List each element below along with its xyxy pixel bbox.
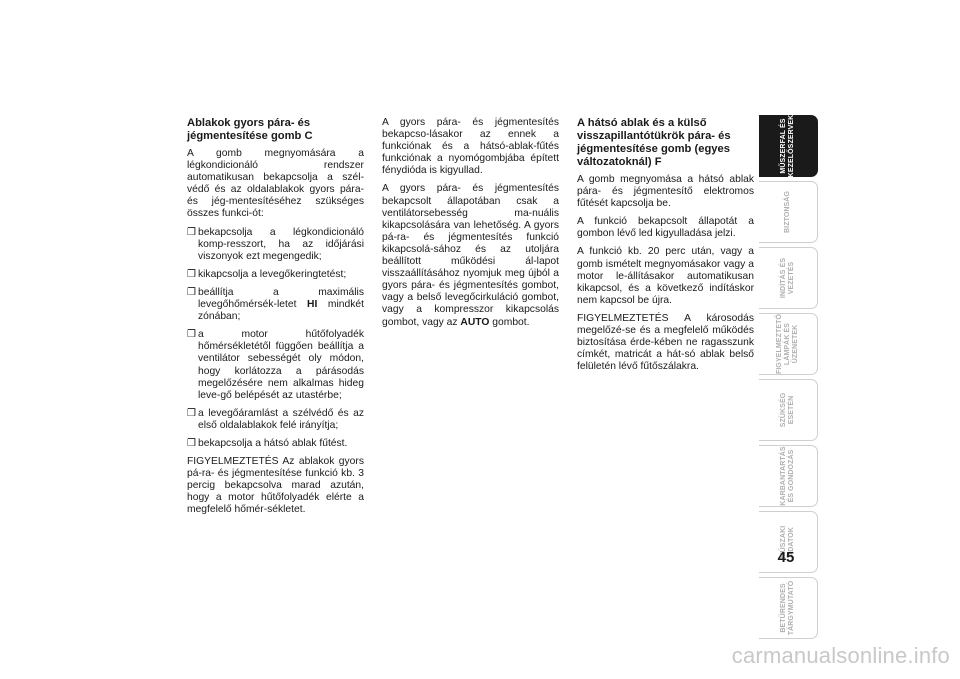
bullet-list <box>187 227 364 451</box>
chapter-tab-label: KARBANTARTÁS ÉS GONDOZÁS <box>780 446 795 506</box>
bullet-item <box>187 329 364 402</box>
checkbox-bullet-icon: ❒ <box>187 226 196 238</box>
checkbox-bullet-icon: ❒ <box>187 286 196 298</box>
paragraph-rear-3: A funkció kb. 20 perc után, vagy a gomb ismételt megnyomásakor vagy a motor le-állításakor automatikusan kikapcsol, és a következő indításkor nem kapcsol be újra. <box>577 246 754 306</box>
watermark: carmanualsonline.info <box>731 643 950 668</box>
checkbox-bullet-icon: ❒ <box>187 407 196 419</box>
bullet-text: bekapcsolja a légkondicionáló komp-resszort, ha az időjárási viszonyok ezt megengedik; <box>198 226 364 262</box>
bullet-item <box>187 287 364 323</box>
paragraph-led-info: A gyors pára- és jégmentesítés bekapcso-lásakor az ennek a funkciónak és a hátsó-ablak-fűtés funkciónak a nyomógombjába épített fénydióda is kigyullad. <box>382 117 559 177</box>
chapter-tab-label: MŰSZERFAL ÉS KEZELŐSZERVEK <box>780 114 795 178</box>
chapter-tab-label: BIZTONSÁG <box>784 191 791 233</box>
chapter-tab-label: BETŰRENDES TÁRGYMUTATÓ <box>780 580 795 636</box>
checkbox-bullet-icon: ❒ <box>187 268 196 280</box>
paragraph-deactivation: A gyors pára- és jégmentesítés bekapcsolt állapotában csak a ventilátorsebesség ma-nuális kikapcsolására van lehetőség. A gyors pá-ra- és jégmentesítés funkció kikapcsolá-sához és az utoljára beállított működési ál-lapot visszaállításához nyomjuk meg újból a gyors pára- és jégmentesítés gombot, vagy a belső levegőcirkuláció gombot, vagy a kompresszor kikapcsolás gombot, vagy az AUTO gombot. <box>382 183 559 328</box>
bullet-item <box>187 227 364 263</box>
section-heading-quick-defrost: Ablakok gyors pára- és jégmentesítése gomb C <box>187 117 313 142</box>
chapter-tab[interactable] <box>759 577 818 639</box>
checkbox-bullet-icon: ❒ <box>187 329 196 341</box>
warning-paragraph: FIGYELMEZTETÉS Az ablakok gyors pá-ra- és jégmentesítése funkció kb. 3 percig bekapcsolva marad azután, hogy a motor hűtőfolyadék elérte a megfelelő hőmér-sékletet. <box>187 456 364 516</box>
bullet-text: bekapcsolja a hátsó ablak fűtést. <box>198 437 348 449</box>
auto-button-label: AUTO <box>460 316 490 328</box>
bullet-text: beállítja a maximális levegőhőmérsék-letet HI mindkét zónában; <box>198 286 364 323</box>
chapter-tab-label: INDÍTÁS ÉS VEZETÉS <box>780 257 795 299</box>
chapter-tab[interactable] <box>759 115 818 177</box>
column-right <box>577 117 754 379</box>
chapter-tab-label: SZÜKSÉG ESETÉN <box>780 392 795 428</box>
chapter-tab[interactable] <box>759 247 818 309</box>
chapter-tab[interactable] <box>759 445 818 507</box>
bullet-text: a motor hűtőfolyadék hőmérsékletétől függően beállítja a ventilátor sebességét oly módon, hogy korlátozza a párásodás megelőzésére nem alkalmas hideg leve-gő belépését az utastérbe; <box>198 329 364 401</box>
bullet-text: kikapcsolja a levegőkeringtetést; <box>198 268 347 280</box>
column-left <box>187 117 364 523</box>
bullet-item <box>187 269 364 281</box>
bullet-text: a levegőáramlást a szélvédő és az első oldalablakok felé irányítja; <box>198 407 364 431</box>
chapter-tab-label: FIGYELMEZTETŐ LÁMPÁK ÉS ÜZENETEK <box>776 313 799 375</box>
chapter-tab[interactable] <box>759 313 818 375</box>
chapter-tab[interactable] <box>759 181 818 243</box>
section-heading-rear-window: A hátsó ablak és a külső visszapillantótükrök pára- és jégmentesítése gomb (egyes változatoknál) F <box>577 117 731 168</box>
paragraph-intro: A gomb megnyomására a légkondicionáló rendszer automatikusan bekapcsolja a szél-védő és az oldalablakok gyors pára- és jég-mentesítéséhez szükséges összes funkci-ót: <box>187 148 364 220</box>
bullet-item <box>187 438 364 450</box>
bullet-item <box>187 408 364 432</box>
warning-paragraph-rear: FIGYELMEZTETÉS A károsodás megelőzé-se és a megfelelő működés biztosítása érde-kében ne ragasszunk címkét, matricát a hát-só ablak belső felületén lévő fűtőszálakra. <box>577 312 754 373</box>
page-number: 45 <box>777 549 795 566</box>
paragraph-rear-1: A gomb megnyomása a hátsó ablak pára- és jégmentesítő elektromos fűtését kapcsolja be. <box>577 174 754 210</box>
checkbox-bullet-icon: ❒ <box>187 437 196 449</box>
chapter-tab[interactable] <box>759 379 818 441</box>
chapter-tab-label: MŰSZAKI ADATOK <box>780 525 795 559</box>
column-middle <box>382 117 559 335</box>
paragraph-rear-2: A funkció bekapcsolt állapotát a gombon lévő led kigyulladása jelzi. <box>577 216 754 240</box>
